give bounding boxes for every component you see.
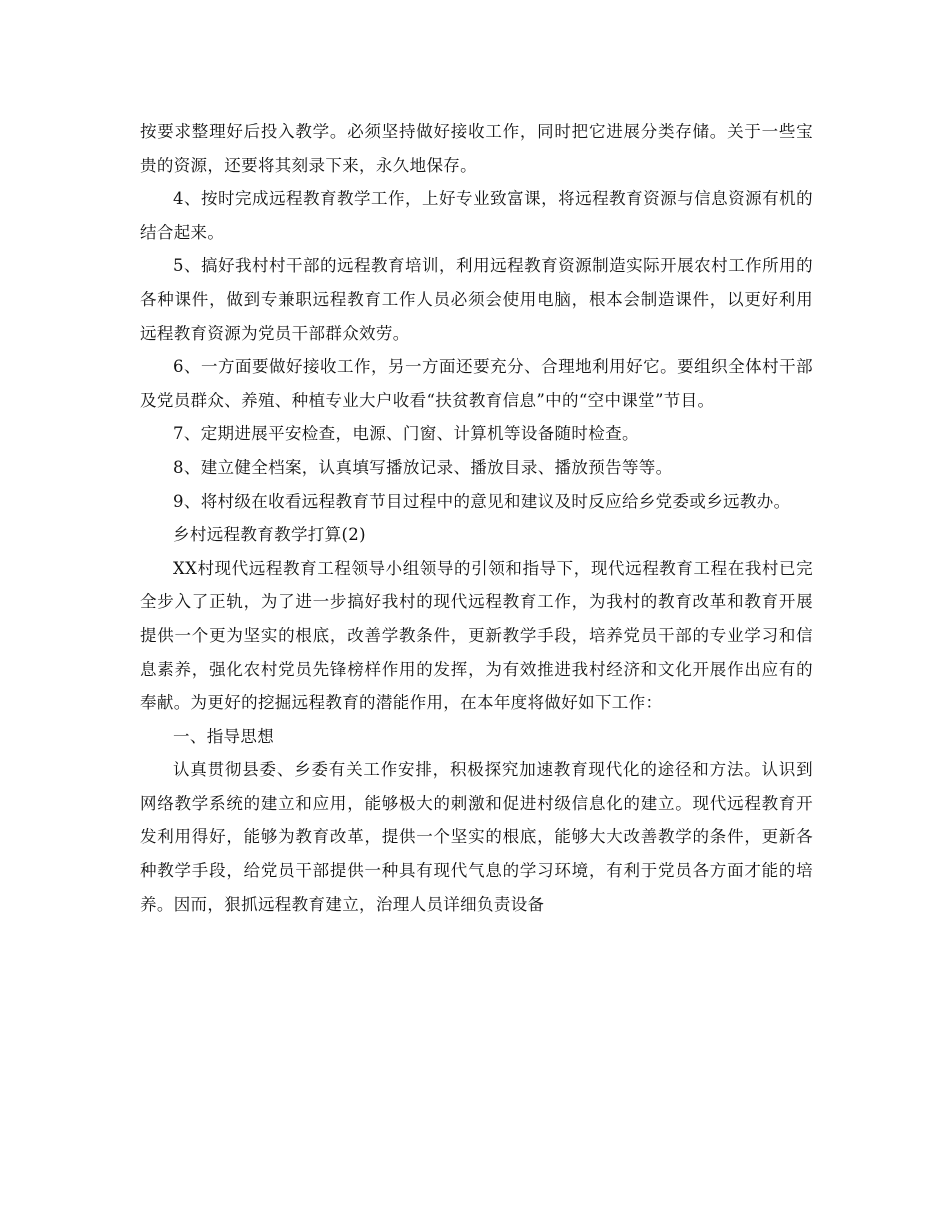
paragraph-item-5: 5、搞好我村村干部的远程教育培训，利用远程教育资源制造实际开展农村工作所用的各种课件，做到专兼职远程教育工作人员必须会使用电脑，根本会制造课件，以更好利用远程教育资源为党员干部群众效劳。 [140, 256, 813, 343]
paragraph-continued: 按要求整理好后投入教学。必须坚持做好接收工作，同时把它进展分类存储。关于一些宝贵的资源，还要将其刻录下来，永久地保存。 [140, 122, 813, 175]
paragraph-item-7: 7、定期进展平安检查，电源、门窗、计算机等设备随时检查。 [173, 424, 639, 444]
heading-guiding-thought: 一、指导思想 [173, 726, 275, 746]
section-title: 乡村远程教育教学打算(2) [173, 525, 366, 545]
paragraph-item-4: 4、按时完成远程教育教学工作，上好专业致富课，将远程教育资源与信息资源有机的结合起来。 [140, 189, 813, 242]
paragraph-intro: XX村现代远程教育工程领导小组领导的引领和指导下，现代远程教育工程在我村已完全步入了正轨，为了进一步搞好我村的现代远程教育工作，为我村的教育改革和教育开展提供一个更为坚实的根底，改善学教条件，更新教学手段，培养党员干部的专业学习和信息素养，强化农村党员先锋榜样作用的发挥，为有效推进我村经济和文化开展作出应有的奉献。为更好的挖掘远程教育的潜能作用，在本年度将做好如下工作： [140, 558, 813, 713]
paragraph-guiding-thought: 认真贯彻县委、乡委有关工作安排，积极探究加速教育现代化的途径和方法。认识到网络教学系统的建立和应用，能够极大的刺激和促进村级信息化的建立。现代远程教育开发利用得好，能够为教育改革，提供一个坚实的根底，能够大大改善教学的条件，更新各种教学手段，给党员干部提供一种具有现代气息的学习环境，有利于党员各方面才能的培养。因而，狠抓远程教育建立，治理人员详细负责设备 [140, 760, 813, 914]
paragraph-item-8: 8、建立健全档案，认真填写播放记录、播放目录、播放预告等等。 [173, 457, 673, 477]
paragraph-item-6: 6、一方面要做好接收工作，另一方面还要充分、合理地利用好它。要组织全体村干部及党员群众、养殖、种植专业大户收看“扶贫教育信息”中的“空中课堂”节目。 [140, 357, 813, 410]
paragraph-item-9: 9、将村级在收看远程教育节目过程中的意见和建议及时反应给乡党委或乡远教办。 [173, 491, 791, 511]
